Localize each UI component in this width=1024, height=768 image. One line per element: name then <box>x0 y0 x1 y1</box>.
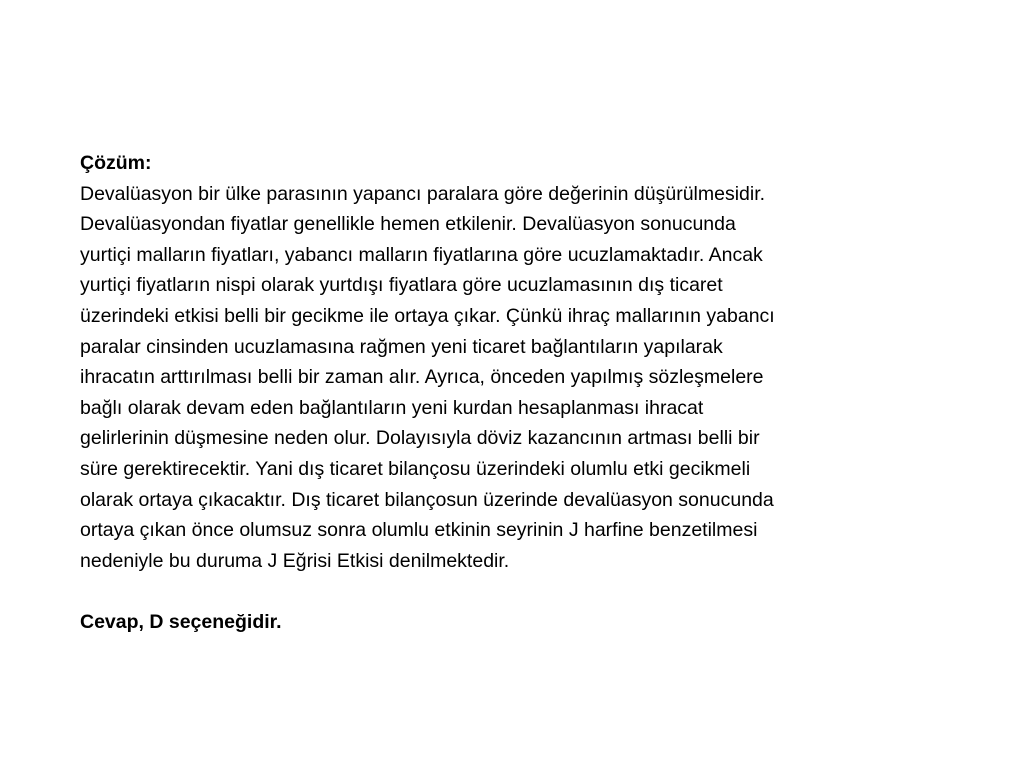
body-line: yurtiçi fiyatların nispi olarak yurtdışı fiyatlara göre ucuzlamasının dış ticaret <box>80 274 723 297</box>
body-line: yurtiçi malların fiyatları, yabancı malların fiyatlarına göre ucuzlamaktadır. Ancak <box>80 243 763 266</box>
body-line: süre gerektirecektir. Yani dış ticaret bilançosu üzerindeki olumlu etki gecikmeli <box>80 457 751 480</box>
body-line: bağlı olarak devam eden bağlantıların yeni kurdan hesaplanması ihracat <box>80 396 704 419</box>
answer-line: Cevap, D seçeneğidir. <box>80 610 282 633</box>
body-line: üzerindeki etkisi belli bir gecikme ile ortaya çıkar. Çünkü ihraç mallarının yabancı <box>80 304 775 327</box>
body-line: nedeniyle bu duruma J Eğrisi Etkisi denilmektedir. <box>80 549 510 572</box>
body-line: ortaya çıkan önce olumsuz sonra olumlu etkinin seyrinin J harfine benzetilmesi <box>80 519 758 542</box>
solution-text-block <box>80 148 960 638</box>
body-line: olarak ortaya çıkacaktır. Dış ticaret bilançosun üzerinde devalüasyon sonucunda <box>80 488 774 511</box>
solution-heading: Çözüm: <box>80 152 152 174</box>
body-line: gelirlerinin düşmesine neden olur. Dolayısıyla döviz kazancının artması belli bir <box>80 427 760 450</box>
solution-body <box>80 179 960 577</box>
body-line: Devalüasyondan fiyatlar genellikle hemen etkilenir. Devalüasyon sonucunda <box>80 213 736 236</box>
body-line: Devalüasyon bir ülke parasının yapancı paralara göre değerinin düşürülmesidir. <box>80 182 766 205</box>
spacer <box>80 576 960 607</box>
body-line: paralar cinsinden ucuzlamasına rağmen yeni ticaret bağlantıların yapılarak <box>80 335 723 358</box>
body-line: ihracatın arttırılması belli bir zaman alır. Ayrıca, önceden yapılmış sözleşmelere <box>80 366 764 389</box>
